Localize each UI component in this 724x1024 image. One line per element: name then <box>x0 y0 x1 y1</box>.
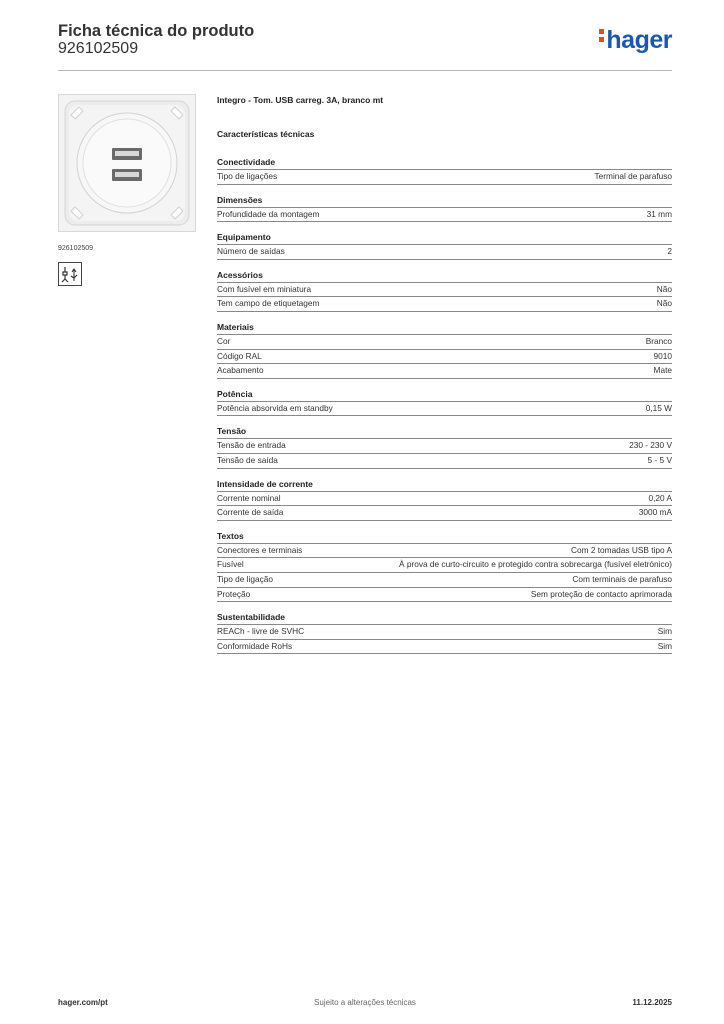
spec-value: 5 - 5 V <box>647 454 672 465</box>
spec-label: Tipo de ligações <box>217 171 278 181</box>
spec-row <box>217 506 672 521</box>
spec-section-title: Características técnicas <box>217 129 315 139</box>
spec-value: Não <box>656 298 672 309</box>
spec-group-title: Tensão <box>217 425 672 439</box>
spec-value: 31 mm <box>646 208 672 219</box>
spec-row <box>217 364 672 379</box>
spec-value: 3000 mA <box>638 507 672 518</box>
spec-value: 230 - 230 V <box>629 440 672 451</box>
spec-row <box>217 208 672 223</box>
spec-group-title: Potência <box>217 388 672 402</box>
spec-group <box>217 194 672 223</box>
spec-value: 9010 <box>653 350 672 361</box>
spec-value: 2 <box>667 246 672 257</box>
document-title: Ficha técnica do produto <box>58 22 255 40</box>
spec-row <box>217 297 672 312</box>
spec-label: Código RAL <box>217 350 262 361</box>
spec-label: Tem campo de etiquetagem <box>217 298 320 309</box>
spec-label: Tipo de ligação <box>217 573 273 584</box>
spec-row <box>217 335 672 350</box>
spec-row <box>217 640 672 655</box>
product-name: Integro - Tom. USB carreg. 3A, branco mt <box>217 95 384 105</box>
logo-text: hager <box>606 26 672 54</box>
spec-row <box>217 588 672 603</box>
spec-group <box>217 231 672 260</box>
spec-value: À prova de curto-circuito e protegido contra sobrecarga (fusível eletrónico) <box>398 559 672 570</box>
image-caption: 926102509 <box>58 245 94 252</box>
spec-label: Com fusível em miniatura <box>217 283 312 294</box>
spec-group-title: Sustentabilidade <box>217 611 672 625</box>
spec-row <box>217 573 672 588</box>
spec-group <box>217 269 672 312</box>
spec-label: Proteção <box>217 588 251 599</box>
spec-value: Sim <box>657 626 672 637</box>
spec-group <box>217 530 672 602</box>
spec-label: Número de saídas <box>217 246 285 257</box>
spec-value: Com terminais de parafuso <box>572 573 672 584</box>
spec-label: Tensão de entrada <box>217 440 286 451</box>
spec-label: Fusível <box>217 559 244 570</box>
spec-group-title: Acessórios <box>217 269 672 283</box>
spec-label: Corrente nominal <box>217 492 281 503</box>
spec-group <box>217 478 672 521</box>
usb-socket-image <box>59 95 195 231</box>
spec-label: REACh - livre de SVHC <box>217 626 305 637</box>
page-header <box>58 20 672 71</box>
spec-row <box>217 283 672 298</box>
spec-value: Sem proteção de contacto aprimorada <box>530 588 672 599</box>
spec-value: 0,20 A <box>648 492 672 503</box>
spec-row <box>217 558 672 573</box>
spec-row <box>217 625 672 640</box>
spec-group-title: Intensidade de corrente <box>217 478 672 492</box>
footer-disclaimer: Sujeito a alterações técnicas <box>314 998 416 1007</box>
logo-dots-icon <box>599 26 604 45</box>
spec-label: Cor <box>217 335 231 346</box>
spec-row <box>217 544 672 559</box>
usb-plug-icon <box>58 262 82 286</box>
product-number: 926102509 <box>58 40 139 57</box>
spec-row <box>217 245 672 260</box>
spec-groups <box>217 156 672 654</box>
spec-group <box>217 321 672 379</box>
spec-group <box>217 156 672 185</box>
footer-website: hager.com/pt <box>58 998 108 1007</box>
spec-label: Conformidade RoHs <box>217 640 293 651</box>
spec-label: Acabamento <box>217 365 264 376</box>
spec-row <box>217 350 672 365</box>
spec-row <box>217 454 672 469</box>
spec-row <box>217 170 672 185</box>
spec-value: 0,15 W <box>645 402 672 413</box>
spec-label: Tensão de saída <box>217 454 278 465</box>
spec-group-title: Textos <box>217 530 672 544</box>
spec-value: Sim <box>657 640 672 651</box>
spec-group-title: Dimensões <box>217 194 672 208</box>
spec-row <box>217 439 672 454</box>
hager-logo <box>599 26 672 55</box>
spec-value: Branco <box>645 335 672 346</box>
spec-group <box>217 425 672 468</box>
spec-value: Não <box>656 283 672 294</box>
spec-label: Potência absorvida em standby <box>217 402 333 413</box>
spec-row <box>217 402 672 417</box>
spec-label: Conectores e terminais <box>217 544 303 555</box>
spec-group <box>217 388 672 417</box>
spec-group-title: Conectividade <box>217 156 672 170</box>
footer-date: 11.12.2025 <box>632 998 672 1007</box>
spec-group-title: Materiais <box>217 321 672 335</box>
spec-content <box>217 95 672 654</box>
spec-value: Mate <box>653 365 672 376</box>
spec-value: Com 2 tomadas USB tipo A <box>571 544 672 555</box>
spec-label: Corrente de saída <box>217 507 284 518</box>
spec-group <box>217 611 672 654</box>
spec-label: Profundidade da montagem <box>217 208 320 219</box>
spec-row <box>217 492 672 507</box>
spec-group-title: Equipamento <box>217 231 672 245</box>
spec-value: Terminal de parafuso <box>594 171 672 181</box>
product-image <box>58 94 196 232</box>
